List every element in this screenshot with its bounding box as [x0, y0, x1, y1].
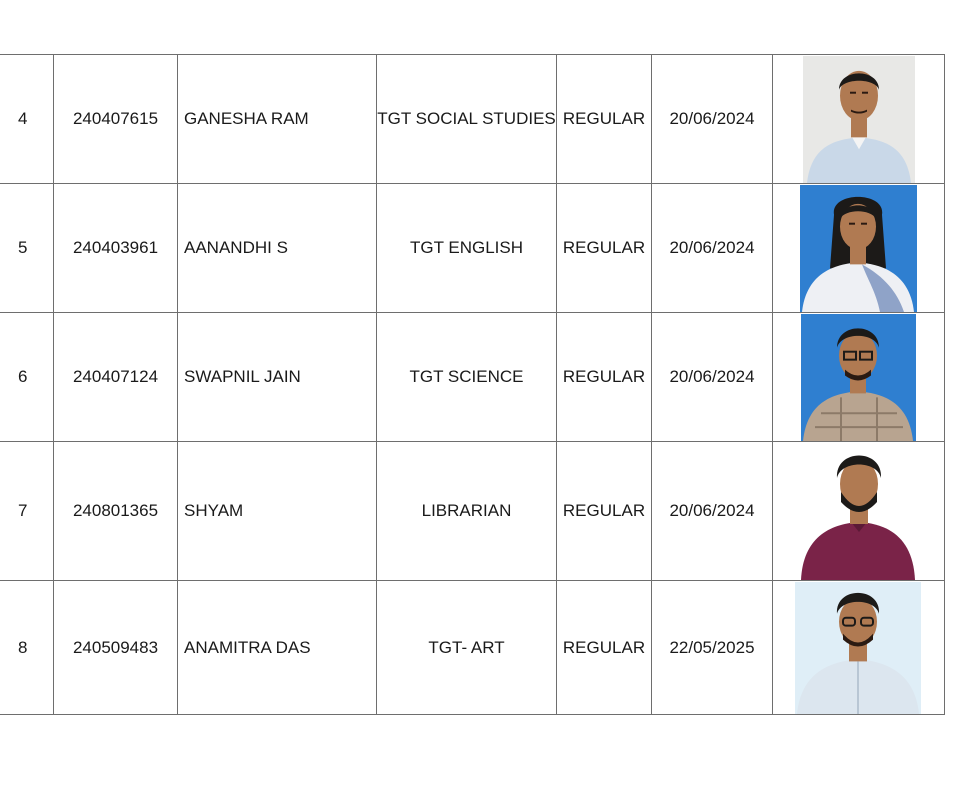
- person-photo-icon: [799, 448, 918, 580]
- appointment-type-cell: REGULAR: [557, 55, 652, 184]
- joining-date-cell: 22/05/2025: [652, 581, 773, 715]
- staff-table: [0, 54, 945, 715]
- employee-id-cell: 240407124: [54, 313, 178, 442]
- appointment-type-cell: REGULAR: [557, 184, 652, 313]
- person-photo-icon: [801, 314, 916, 441]
- serial-number-cell: 5: [0, 184, 54, 313]
- table-row: [0, 442, 945, 581]
- photo-cell: [773, 581, 945, 715]
- employee-id-cell: 240801365: [54, 442, 178, 581]
- photo-cell: [773, 184, 945, 313]
- employee-id-cell: 240403961: [54, 184, 178, 313]
- appointment-type-cell: REGULAR: [557, 581, 652, 715]
- post-cell: TGT- ART: [377, 581, 557, 715]
- table-row: [0, 184, 945, 313]
- table-row: [0, 581, 945, 715]
- employee-id-cell: 240407615: [54, 55, 178, 184]
- joining-date-cell: 20/06/2024: [652, 442, 773, 581]
- name-cell: SWAPNIL JAIN: [178, 313, 377, 442]
- serial-number-cell: 7: [0, 442, 54, 581]
- name-cell: ANAMITRA DAS: [178, 581, 377, 715]
- joining-date-cell: 20/06/2024: [652, 313, 773, 442]
- serial-number-cell: 6: [0, 313, 54, 442]
- employee-id-cell: 240509483: [54, 581, 178, 715]
- name-cell: SHYAM: [178, 442, 377, 581]
- photo-cell: [773, 442, 945, 581]
- person-photo-icon: [800, 185, 917, 312]
- post-cell: LIBRARIAN: [377, 442, 557, 581]
- photo-cell: [773, 313, 945, 442]
- joining-date-cell: 20/06/2024: [652, 55, 773, 184]
- person-photo-icon: [803, 56, 915, 183]
- table-row: [0, 313, 945, 442]
- serial-number-cell: 8: [0, 581, 54, 715]
- name-cell: AANANDHI S: [178, 184, 377, 313]
- serial-number-cell: 4: [0, 55, 54, 184]
- appointment-type-cell: REGULAR: [557, 313, 652, 442]
- appointment-type-cell: REGULAR: [557, 442, 652, 581]
- post-cell: TGT SOCIAL STUDIES: [377, 55, 557, 184]
- post-cell: TGT ENGLISH: [377, 184, 557, 313]
- person-photo-icon: [795, 582, 921, 714]
- post-cell: TGT SCIENCE: [377, 313, 557, 442]
- table-row: [0, 55, 945, 184]
- joining-date-cell: 20/06/2024: [652, 184, 773, 313]
- photo-cell: [773, 55, 945, 184]
- name-cell: GANESHA RAM: [178, 55, 377, 184]
